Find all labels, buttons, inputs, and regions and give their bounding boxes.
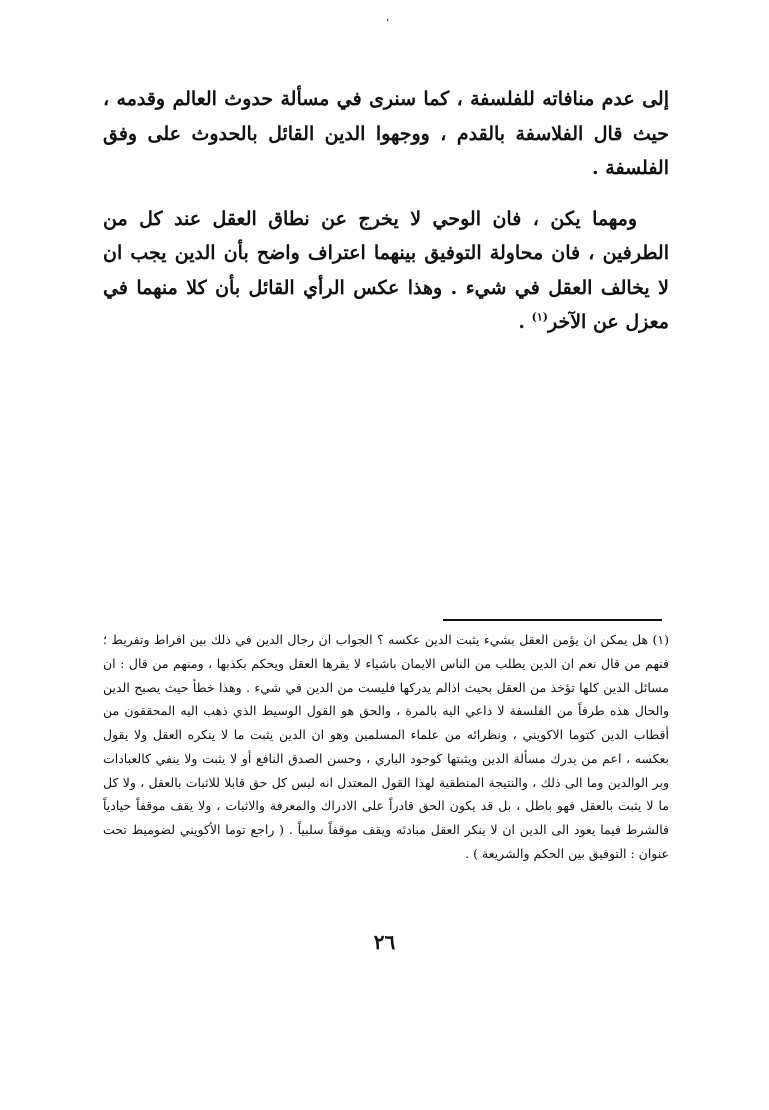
paragraph-2-text: ومهما يكن ، فان الوحي لا يخرج عن نطاق العقل عند كل من الطرفين ، فان محاولة التوفيق بينهما اعتراف واضح بأن الدين يجب ان لا يخالف العقل في شيء . وهذا عكس الرأي القائل بأن كلا منهما في معزل عن الآخر xyxy=(103,207,669,334)
top-mark: ، xyxy=(386,13,390,24)
paragraph-1: إلى عدم منافاته للفلسفة ، كما سنرى في مسألة حدوث العالم وقدمه ، حيث قال الفلاسفة بالقدم ، ووجهوا الدين القائل بالحدوث على وفق الفلسفة . xyxy=(103,88,669,180)
footnote xyxy=(103,628,669,866)
footnote-text: (١) هل يمكن ان يؤمن العقل بشيء يثبت الدين عكسه ؟ الجواب ان رجال الدين في ذلك بين افراط وتفريط ؛ فنهم من قال نعم ان الدين يطلب من الناس الايمان باشياء لا يقرها العقل ويحكم بكذبها ، ومنهم من قال : ان مسائل الدين كلها تؤخذ من العقل بحيث اذالم يدركها فليست من الدين في شيء . وهذا خطأ حيث يصبح الدين والحال هذه طرفاً من الفلسفة لا داعي اليه بالمرة ، والحق هو القول الوسيط الذي ذهب اليه المحققون من أقطاب الدين كتوما الاكويني ، ونظرائه من علماء المسلمين وهو ان الدين يثبت ما لا ينكره العقل ولا يقول بعكسه ، اعم من يدرك مسألة الدين ويثبتها كوجود الباري ، وحسن الصدق النافع أو لا يثبت ولا ينفي كالعبادات وبر الوالدين وما الى ذلك ، والنتيجة المنطقية لهذا القول المعتدل انه ليس كل حق قابلا للاثبات بالعقل ، ولا كل ما لا يثبت بالعقل فهو باطل ، بل قد يكون الحق قادراً على الادراك والمعرفة والاثبات ، ولا يقف موقفاً حيادياً فالشرط فيما يعود الى الدين ان لا ينكر العقل مبادئه ويقف موقفاً سلبياً . ( راجع توما الأكويني لضوميط تحت عنوان : التوفيق بين الحكم والشريعة ) . xyxy=(103,632,669,861)
footnote-separator xyxy=(443,619,662,621)
footnote-reference: (١) xyxy=(531,311,548,325)
paragraph-2-end: . xyxy=(518,311,532,334)
paragraph-2 xyxy=(103,202,669,340)
page-number: ٢٦ xyxy=(373,930,396,954)
main-text xyxy=(103,82,669,340)
